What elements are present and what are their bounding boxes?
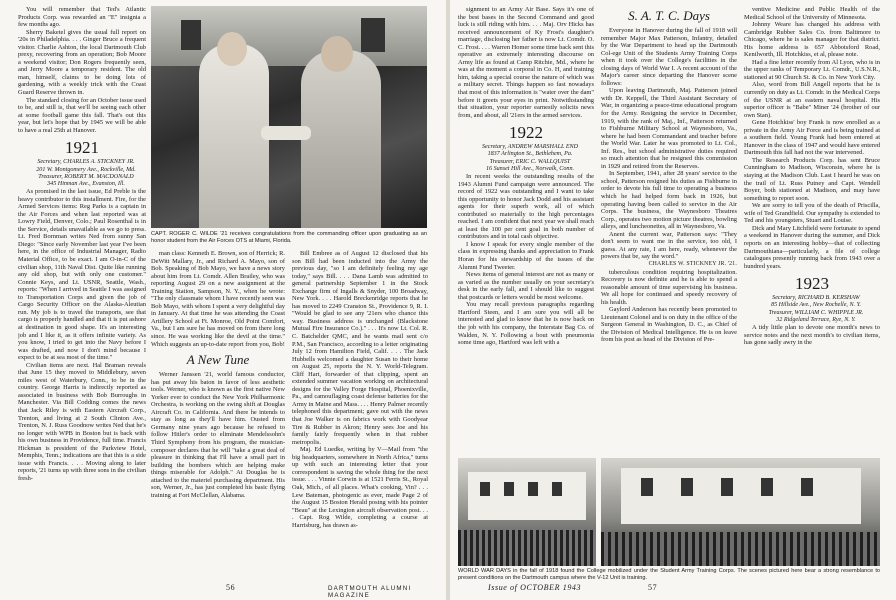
- paragraph: The Research Products Corp. has sent Bruce Cunningham to Madison, Wisconsin, where he is staying at the Madison Club. Last I heard he was on the trail of Lt. Russ Putney and Capt. Wendell Boyer, both stationed at Madison, and may have something to report soon.: [744, 156, 880, 202]
- paragraph: Everyone in Hanover during the fall of 1918 will remember Major Max Patterson, Infantry, detailed by the War Department to head up the Dartmouth Col-ege Unit of the Students Army Training Corps when it took over the College's facilities in the closing days of World War I. A recent account of the Major's career since departing the Hanover scene follows:: [601, 27, 737, 87]
- paragraph: News items of general interest are not as many or as varied as the number usually on your secretary's desk in the early fall, and I should like to suggest that postcards or letters would be most welcome.: [458, 271, 594, 301]
- paragraph: signment to an Army Air Base. Says it's one of the best bases in the Second Command and good luck is still riding with him. . . . Maj. Orv Hicks has received announcement of Ky Frost's daughter's marriage, disclosing her father is now Lt. Comdr. O. C. Frost. . . . Warren Homer some time back sent this operative an extremely interesting discourse on Army life as found at Camp Ritchie, Md., where he was at the moment a corporal in Co. H, and training him, taking a special course the nature of which was a military secret. Things happen so fast nowadays that most of this information is "water over the dam" before it greets your eyes in print. Notwithstanding that situation, your reporter earnestly solicits news from, and about, all '21ers in the armed services.: [458, 6, 594, 119]
- paragraph: Werner Janssen '21, world famous conductor, has put away his baton in favor of less aesthetic tools. Werner, who is known as the first native New Yorker ever to conduct the New York Philharmonic Orchestra, is working on the swing shift at Douglas Aircraft Co. in California. And there he intends to stay as long as they'll have him. Ousted from Germany nine years ago because he refused to follow Hitler's order to eliminate Mendelssohn's Third Symphony from his program, the musician-composer declares that he will "take a great deal of pleasure in thinking that I'll have a small part in building the bombers which are helping make things miserable for Adolph." At Douglas he is attached to the materiel purchasing department. His son, Werner, Jr., has just completed his basic flying training at Fort McClellan, Alabama.: [151, 371, 285, 499]
- paragraph: Dick and Mary Litchfield were fortunate to spend a weekend in Hanover during the summer, and Dick reports on an interesting hobby—that of collecting Dartmouthiana—particularly, a file of college catalogues presently running back from 1943 over a hundred years.: [744, 224, 880, 270]
- magazine-title: DARTMOUTH ALUMNI MAGAZINE: [328, 585, 412, 599]
- class-heading-1923: 1923: [795, 274, 829, 294]
- paragraph: Gaylord Anderson has recently been promoted to Lieutenant Colonel and is on duty in the office of the Surgeon General in Washington, D. C., as Chief of the Division of Medical Intelligence. He is on leave from his post as head of the Division of Pre-: [601, 306, 737, 344]
- paragraph: We are sorry to tell you of the death of Priscilla, wife of Ted Grandfield. Our sympathy is extended to Ted and his youngsters, Stuart and Louise.: [744, 202, 880, 225]
- paragraph: Johnny Weare has changed his address with Cambridge Rubber Sales Co. from Baltimore to Chicago, where he is sales manager for that district. His home address is 657 Abbotsford Road, Kenilworth, Ill. Hotchkiss, et al, please note.: [744, 21, 880, 59]
- paragraph: Upon leaving Dartmouth, Maj. Patterson joined with Dr. Keppell, the Third Assistant Secretary of War, in organizing a peace-time educational program for the Army. Resigning the service in December, 1919, with the rank of Maj., Inf., Patterson returned to Fishburne Military School at Waynesboro, Va., where he had been Commandant and teacher before the World War. Later he was promoted to Lt. Col., Inf. Res., but school administrative duties required so much attention that he resigned this commission in 1929 and retired from the Reserves.: [601, 87, 737, 170]
- paragraph: Sherry Baketel gives the usual full report on '20s in Philadelphia. . . . Ginger Bruce a frequent visitor. Charlie Ashton, the local Dartmouth Club prexy, recovering from an operation; Bob Moore a weekend visitor; Don Rogers frequently seen, and Jerry Moore a temporary resident. The old man, himself, claims to be doing lots of gardening, with a weekly trick with the Coast Guard Reserve thrown in.: [18, 28, 146, 97]
- paragraph: Gene Hotchkiss' boy Frank is now enrolled as a private in the Army Air Force and is being trained at a southern field. Young Frank had been entered at Hanover in the class of 1947 and would have entered Dartmouth this fall had not the war intervened.: [744, 119, 880, 157]
- class-1922-notes: [458, 173, 594, 347]
- satc-photo-left: [458, 458, 596, 566]
- paragraph: Civilian items are next. Hal Braman reveals that June 15 they moved to Middlebury, seven miles west of Waterbury, Conn., to be in the country. George Harris is indirectly reported as associated in business with Bob Burroughs in Manchester. Via Bill Codding comes the news that Jack Riley is with Eastern Aircraft Corp., Trenton, and living at 2 South Clinton Ave., Trenton, N. J. Russ Goodnow writes Ned that he's no longer with WPB in Boston but is back with his own business in Providence, full time. Francis Hickman is president of the Parkview Hotel, Memphis, Tenn.; indications are that this is a side issue with Francis. . . . Moving along to later reports, '21 turns up with three sons in the civilian fresh-: [18, 361, 146, 482]
- satc-days-heading: S. A. T. C. Days: [628, 8, 710, 23]
- paragraph: Treasurer, ERIC C. WALLQUIST: [489, 158, 571, 165]
- class-1922-notes-end: [744, 6, 880, 270]
- paragraph: In recent weeks the outstanding results of the 1943 Alumni Fund campaign were announced. The record of 1922 was outstanding and I want to take this opportunity to honor Jack Dodd and his assistant agents for their superb work, all of which contributed so materially to the high percentages reached. I am confident that next year we shall reach at least the 100 per cent goal in both number of contributors and in total cash objective.: [458, 173, 594, 241]
- class-1922-notes-continued: [601, 269, 737, 344]
- right-page-number: 57: [648, 583, 658, 592]
- satc-days-article: [601, 27, 737, 261]
- paragraph: I know I speak for every single member of the class in expressing thanks and appreciation to Frank Horan for his stewardship of the issues of the Alumni Fund Tweeter.: [458, 240, 594, 271]
- paragraph: The standard closing for an October issue used to be, and still is, that we'll be seeing each other at some football game this fall. That's out this year, but let's hope that by 1945 we will be able to have a real 25th at Hanover.: [18, 96, 146, 134]
- paragraph: ventive Medicine and Public Health of the Medical School of the University of Minnesota.: [744, 6, 880, 21]
- left-column-3: [292, 250, 428, 578]
- class-1921-notes-continued: [292, 250, 428, 529]
- class-1923-notes: [744, 324, 880, 347]
- left-column-2: [151, 250, 285, 578]
- paragraph: Anent the current war, Patterson says: "They don't seem to want me in the service, too old, I guess. At any rate, I am here, ready, whenever the powers that be, say the word.": [601, 230, 737, 261]
- class-1921-notes: [18, 188, 146, 482]
- paragraph: 345 Hinman Ave., Evanston, Ill.: [47, 180, 125, 187]
- class-1921-notes-end: [458, 6, 594, 119]
- left-page-number: 56: [226, 583, 236, 592]
- paragraph: 16 Sunset Hill Ave., Norwalk, Conn.: [485, 165, 575, 172]
- paragraph: In September, 1941, after 28 years' service to the school, Patterson resigned his duties as Fishburne in order to devote his full time to operating a business which he had helped form back in 1926, but operating having been called to service in the Air Corps. The business, the Waynesboro Theatres Corp., operates two motion picture theatres, bowling alleys, and luncheonettes, all in Waynesboro, Va.: [601, 170, 737, 231]
- class-1920-notes: [18, 6, 146, 134]
- article-signature: CHARLES W. STICKNEY JR. '21.: [648, 260, 737, 267]
- paragraph: Also, word from Bill Angell reports that he is currently on duty as Lt. Comdr. in the Medical Corps of the USNR at an eastern naval hospital. His superior officer is "Babe" Miner '24 (brother of our own Stan).: [744, 81, 880, 119]
- capt-wilde-photo: [151, 6, 427, 228]
- left-page: [0, 0, 446, 600]
- class-1923-officers: [744, 295, 880, 324]
- paragraph: Secretary, CHARLES A. STICKNEY JR.: [37, 159, 135, 166]
- issue-date: Issue of OCTOBER 1943: [488, 583, 582, 592]
- paragraph: 32 Ridgeland Terrace, Rye, N. Y.: [776, 316, 856, 323]
- bob-mayo-notes: [151, 250, 285, 348]
- class-1922-officers: [458, 144, 594, 173]
- paragraph: man class: Kenneth E. Brown, son of Herrick; R. DeWitt Mallary, Jr., and Richard A. Mayo, son of Bob. Speaking of Bob Mayo, we have a news story about him from Lt. Comdr. Allen Brailey, who was reporting August 29 on a new assignment at the Training Station, Sampson, N. Y., when he wrote: "The only classmate whom I have recently seen was Bob Mayo, with whom I spent a very delightful day in January. At that time he was attending the Coast Artillery School at Ft. Monroe, Old Point Comfort, Va., but I am sure he has moved on from there long since. He was working like the devil at the time." Which suggests an up-to-date report from you, Bob!: [151, 250, 285, 348]
- paragraph: Treasurer, WILLIAM C. WHIPPLE JR.: [768, 309, 864, 316]
- paragraph: You may recall previous paragraphs regarding Hartford Steen, and I am sure you will all be interested and glad to know that he is now back on the job with his company, the Interstate Bag Co. of Walden, N. Y. Following a bout with pneumonia some time ago, Hartford was left with a: [458, 301, 594, 347]
- satc-photo-caption: WORLD WAR DAYS in the fall of 1918 found the College mobilized under the Student Army Training Corps. The scenes pictured here bear a strong resemblance to present conditions on the Dartmouth campus where the V-12 Unit is training.: [458, 568, 880, 581]
- paragraph: Had a fine letter recently from Al Lyon, who is in the upper ranks of Temporary Lt. Comdr., U.S.N.R., stationed at 90 Church St. & Co. in New York City.: [744, 58, 880, 81]
- right-column-1: [458, 6, 594, 456]
- werner-janssen-article: [151, 371, 285, 499]
- left-column-1: [18, 6, 146, 578]
- paragraph: As promised in the last issue, Ed Preble is the heavy contributor to this installment. Fire, for the Armed Services items: Reg Parks is a captain in the Air Forces and when last reported was at Lowry Field, Denver, Colo.; Paul Rosenthal is in the Service, details unavailable as we go to press. Lt. Fred Bornman writes Ned from sunny San Diego: "Since early November last year I've been here, in the office of Industrial Manager, Radio Material Office, to be exact. I am O-in-C of the civilian shop, 11th Naval Dist. Quite like running any old shop, but with only one customer." Connie Keys, and Lt. USNR, Seattle, Wash., reports: "When I arrived in Seattle I was assigned to Transportation Corps and given the job of Cargo Security Officer on the Alaska-Aleutian run. My job is to travel the transports, see that cargo is properly handled and that it is put ashore at destination in good shape. It's an interesting job and I like it, as it offers infinite variety. As you know, I tried to get into the Navy before I was drafted, and now I don't mind because I expect to be at sea most of the time.": [18, 188, 146, 362]
- right-page: [450, 0, 896, 600]
- class-1921-officers: [18, 159, 146, 188]
- paragraph: Secretary, ANDREW MARSHALL END: [481, 144, 579, 151]
- paragraph: Treasurer, ROBERT M. MACDONALD: [38, 173, 134, 180]
- class-heading-1922: 1922: [509, 123, 543, 143]
- right-column-2: [601, 6, 737, 456]
- paragraph: You will remember that Ted's Atlantic Products Corp. was rewarded an "E" insignia a few months ago.: [18, 6, 146, 29]
- paragraph: tuberculous condition requiring hospitalization. Recovery is now definite and he is able to spend a reasonable amount of time supervising his business. We all hope for continued and speedy recovery of his health.: [601, 268, 737, 306]
- photo-caption: CAPT. ROGER C. WILDE '21 receives congratulations from the commanding officer upon graduating as an honor student from the Air Forces OTS at Miami, Florida.: [151, 231, 427, 244]
- paragraph: Bill Embree as of August 12 disclosed that his son Bill had been inducted into the Army the previous day, "so I am definitely feeling my age today," says Bill. . . . Dana Lamb was admitted to general partnership September 1 in the Stock Exchange firm of Ingalls & Snyder, 100 Broadway, New York. . . . Harold Breckenridge reports that he has moved to 2249 Cranston St., Providence 9, R. I. "Would be glad to see any '21ers who chance this way. Business address is unchanged (Blackstone Mutual Fire Insurance Co.)." . . . It's now Lt. Col. R. C. Batchelder QMC, and he wants mail sent c/o P.M., San Francisco, according to a letter originating July 12 from Hamilton Field, Calif. . . . The Jack Hubbells welcomed a daughter Susan to their home on August 25, reports the N. Y. World-Telegram. Cliff Hart, forwarder of that clipping, spent an extended summer vacation working on architectural designs for the Valley Forge Hospital, Phoenixville, Pa., and camouflaging coast defense batteries for the Army in Maine and Mass. . . . Henry Palmer recently telephoned this department; gave out with the news that Joe Walker is on fabrics work with Goodyear Tire & Rubber in Akron; Henry sees Joe and his family fairly frequently when in that rubber metropolis.: [292, 250, 428, 446]
- paragraph: Secretary, RICHARD B. KERSHAW: [772, 295, 860, 302]
- satc-photo-right: [601, 458, 880, 566]
- a-new-tune-heading: A New Tune: [186, 352, 250, 368]
- paragraph: A tidy little plan to devote one month's news to service notes and the next month's to civilian items, has gone sadly awry in the: [744, 323, 880, 347]
- class-heading-1921: 1921: [65, 138, 99, 158]
- paragraph: 1837 Arlington St., Bethlehem, Pa.: [487, 151, 573, 158]
- paragraph: Maj. Ed Luedke, writing by V—Mail from "the big headquarters, somewhere in North Africa," turns up with such an interesting letter that your correspondent is saving the whole thing for the next issue. . . . Vinnie Corwin is at 1521 Ferris St., Royal Oak, Mich., of all places. What's cooking, Vin? . . . Lew Bateman, photogenic as ever, made Page 2 of the August 15 Boston Herald posing with his pointer "Beau" at the Lexington aircraft observation post. . . . Capt. Rog Wilde, completing a course at Harrisburg, has drawn as-: [292, 446, 428, 529]
- paragraph: 85 Hillside Ave., New Rochelle, N. Y.: [771, 302, 861, 309]
- paragraph: 201 W. Montgomery Ave., Rockville, Md.: [36, 166, 136, 173]
